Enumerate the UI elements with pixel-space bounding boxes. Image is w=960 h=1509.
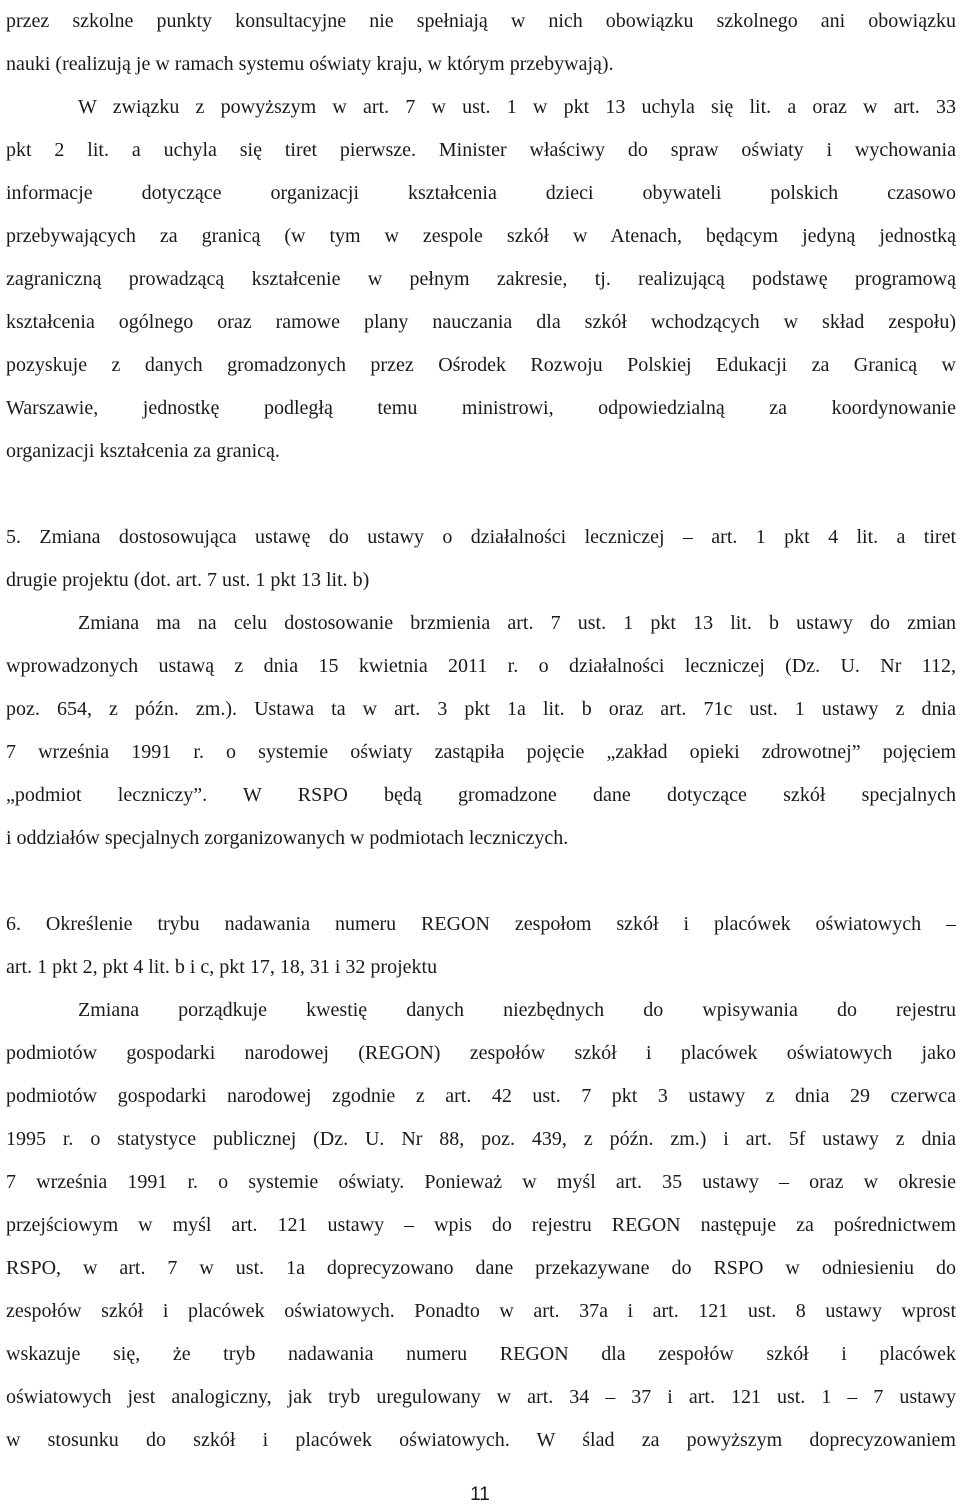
text-line: RSPO, w art. 7 w ust. 1a doprecyzowano dane przekazywane do RSPO w odniesieniu do — [6, 1257, 956, 1279]
text-line: 1995 r. o statystyce publicznej (Dz. U. Nr 88, poz. 439, z późn. zm.) i art. 5f ustawy z dnia — [6, 1128, 956, 1150]
document-page — [6, 0, 956, 1462]
text-line: 7 września 1991 r. o systemie oświaty zastąpiła pojęcie „zakład opieki zdrowotnej” pojęciem — [6, 741, 956, 763]
text-line: w stosunku do szkół i placówek oświatowych. W ślad za powyższym doprecyzowaniem — [6, 1429, 956, 1451]
text-line: pozyskuje z danych gromadzonych przez Ośrodek Rozwoju Polskiej Edukacji za Granicą w — [6, 354, 956, 376]
page-number: 11 — [470, 1484, 490, 1505]
text-line: przez szkolne punkty konsultacyjne nie spełniają w nich obowiązku szkolnego ani obowiązku — [6, 10, 956, 32]
text-line: nauki (realizują je w ramach systemu oświaty kraju, w którym przebywają). — [6, 53, 614, 75]
text-line: Zmiana porządkuje kwestię danych niezbędnych do wpisywania do rejestru — [78, 999, 956, 1021]
text-line: kształcenia ogólnego oraz ramowe plany nauczania dla szkół wchodzących w skład zespołu) — [6, 311, 956, 333]
text-line: informacje dotyczące organizacji kształcenia dzieci obywateli polskich czasowo — [6, 182, 956, 204]
text-line: Zmiana ma na celu dostosowanie brzmienia art. 7 ust. 1 pkt 13 lit. b ustawy do zmian — [78, 612, 956, 634]
text-line: pkt 2 lit. a uchyla się tiret pierwsze. Minister właściwy do spraw oświaty i wychowania — [6, 139, 956, 161]
section-heading: 6. Określenie trybu nadawania numeru REGON zespołom szkół i placówek oświatowych – — [6, 913, 956, 935]
text-line: podmiotów gospodarki narodowej (REGON) zespołów szkół i placówek oświatowych jako — [6, 1042, 956, 1064]
section-5 — [6, 516, 956, 860]
section-heading: art. 1 pkt 2, pkt 4 lit. b i c, pkt 17, 18, 31 i 32 projektu — [6, 956, 438, 978]
paragraph-spacer — [6, 473, 956, 516]
section-6 — [6, 903, 956, 1462]
text-line: oświatowych jest analogiczny, jak tryb uregulowany w art. 34 – 37 i art. 121 ust. 1 – 7 ustawy — [6, 1386, 956, 1408]
text-line: organizacji kształcenia za granicą. — [6, 440, 280, 462]
text-line: „podmiot leczniczy”. W RSPO będą gromadzone dane dotyczące szkół specjalnych — [6, 784, 956, 806]
text-line: wprowadzonych ustawą z dnia 15 kwietnia 2011 r. o działalności leczniczej (Dz. U. Nr 112, — [6, 655, 956, 677]
text-line: przebywających za granicą (w tym w zespole szkół w Atenach, będącym jedyną jednostką — [6, 225, 956, 247]
paragraph-spacer — [6, 860, 956, 903]
section-heading: drugie projektu (dot. art. 7 ust. 1 pkt 13 lit. b) — [6, 569, 370, 591]
text-line: 7 września 1991 r. o systemie oświaty. Ponieważ w myśl art. 35 ustawy – oraz w okresie — [6, 1171, 956, 1193]
text-line: i oddziałów specjalnych zorganizowanych w podmiotach leczniczych. — [6, 827, 569, 849]
text-line: przejściowym w myśl art. 121 ustawy – wpis do rejestru REGON następuje za pośrednictwem — [6, 1214, 956, 1236]
text-line: zespołów szkół i placówek oświatowych. Ponadto w art. 37a i art. 121 ust. 8 ustawy wprost — [6, 1300, 956, 1322]
intro-paragraph — [6, 0, 956, 473]
text-line: W związku z powyższym w art. 7 w ust. 1 w pkt 13 uchyla się lit. a oraz w art. 33 — [78, 96, 956, 118]
text-line: podmiotów gospodarki narodowej zgodnie z art. 42 ust. 7 pkt 3 ustawy z dnia 29 czerwca — [6, 1085, 956, 1107]
text-line: Warszawie, jednostkę podległą temu ministrowi, odpowiedzialną za koordynowanie — [6, 397, 956, 419]
text-line: poz. 654, z późn. zm.). Ustawa ta w art. 3 pkt 1a lit. b oraz art. 71c ust. 1 ustawy z dnia — [6, 698, 956, 720]
text-line: wskazuje się, że tryb nadawania numeru REGON dla zespołów szkół i placówek — [6, 1343, 956, 1365]
section-heading: 5. Zmiana dostosowująca ustawę do ustawy o działalności leczniczej – art. 1 pkt 4 lit. a tiret — [6, 526, 956, 548]
text-line: zagraniczną prowadzącą kształcenie w pełnym zakresie, tj. realizującą podstawę programową — [6, 268, 956, 290]
